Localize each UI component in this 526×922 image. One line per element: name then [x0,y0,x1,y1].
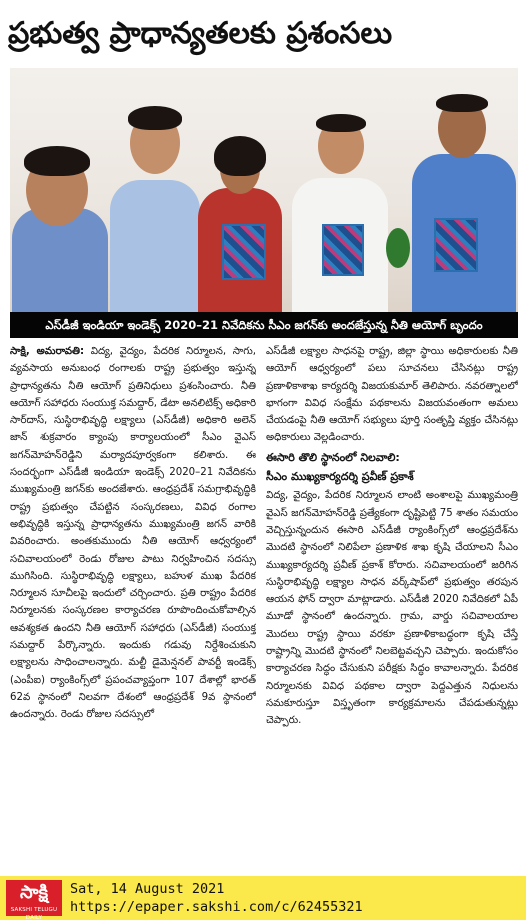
subheading-1: ఈసారి తొలి స్థానంలో నిలవాలి: [266,450,400,464]
photo-person [106,68,202,312]
epaper-link[interactable]: https://epaper.sakshi.com/c/62455321 [70,899,363,915]
photo-person [290,68,390,312]
edition-date: Sat, 14 August 2021 [70,881,225,897]
sakshi-logo [6,880,62,921]
photo-person [196,68,284,312]
photo-person [406,68,518,312]
article-body-right-2: విద్య, వైద్యం, పేదరిక నిర్మూలన లాంటి అంశాలపై ముఖ్యమంత్రి వైఎస్ జగన్‌మోహన్‌రెడ్డి ప్రత్యేకంగా దృష్టిపెట్టి 75 శాతం సమయం వెచ్చిస్తున్నందున ఈసారి ఎస్‌డీజీ ర్యాంకింగ్స్‌లో ఆంధ్రప్రదేశ్‌ను మొదటి స్థానంలో నిలిపేలా ప్రణాళిక శాఖ కృషి చేయాలని సీఎం ముఖ్యకార్యదర్శి ప్రవీణ్ ప్రకాశ్ కోరారు. సచివాలయంలో జరిగిన సుస్థిరాభివృద్ధి లక్ష్యాల సాధన వర్క్‌షాప్‌లో ప్రభుత్వం తరపున ఆయన ఫోన్ ద్వారా మాట్లాడారు. ఎస్‌డీజీ 2020 నివేదికలో ఏపీ మూడో స్థానంలో ఉందన్నారు. గ్రామ, వార్డు సచివాలయాల మొదలు రాష్ట్ర స్థాయి వరకూ ప్రణాళికాబద్ధంగా కృషి చేస్తే రాష్ట్రాన్ని మొదటి స్థానంలో నిలబెట్టవచ్చని చెప్పారు. ఇందుకోసం కార్యాచరణ సిద్ధం చేసుకుని పరీక్షకు సిద్ధం కావాలన్నారు. పేదరిక నిర్మూలనకు వివిధ పథకాల ద్వారా పెద్దఎత్తున నిధులను సమకూరుస్తూ విస్తృతంగా కార్యక్రమాలను చేపడుతున్నట్లు చెప్పారు. [266,490,518,727]
article-column-right [266,343,518,873]
logo-subtext: SAKSHI TELUGU DAILY [10,907,58,921]
article-paragraph [10,343,256,724]
dateline: సాక్షి, అమరావతి: [10,346,85,357]
photo-caption: ఎస్‌డీజీ ఇండియా ఇండెక్స్ 2020–21 నివేదికను సీఎం జగన్‌కు అందజేస్తున్న నీతి ఆయోగ్ బృందం [10,312,518,338]
article-column-left [10,343,256,873]
news-photo [10,68,518,312]
article-body-right-1: ఎస్‌డీజీ లక్ష్యాల సాధనపై రాష్ట్ర, జిల్లా స్థాయి అధికారులకు నీతి ఆయోగ్ ఆధ్వర్యంలో పలు సూచనలు చేసినట్లు రాష్ట్ర ప్రణాళికాశాఖ కార్యదర్శి విజయకుమార్ తెలిపారు. నవరత్నాలలో భాగంగా వివిధ సంక్షేమ పథకాలను విజయవంతంగా అమలు చేయడంపై నీతి ఆయోగ్ సభ్యులు పూర్తి సంతృప్తి వ్యక్తం చేసినట్లు అధికారులు వెల్లడించారు. [266,346,518,444]
photo-person [10,68,110,312]
footer-bar [0,876,526,920]
subheading-2: సీఎం ముఖ్యకార్యదర్శి ప్రవీణ్ ప్రకాశ్ [266,470,414,484]
headline: ప్రభుత్వ ప్రాధాన్యతలకు ప్రశంసలు [8,16,393,51]
article-body-left: విద్య, వైద్యం, పేదరిక నిర్మూలన, సాగు, వ్యవసాయ అనుబంధ రంగాలకు రాష్ట్ర ప్రభుత్వం ఇస్తున్న ప్రాధాన్యతను నీతి ఆయోగ్ ప్రతినిధులు ప్రశంసించారు. నీతి ఆయోగ్ సహాధరు సంయుక్త సమద్దార్, డేటా అనలిటిక్స్ అధికారి సార్‌దాస్, సుస్థిరాభివృద్ధి లక్ష్యాలు (ఎస్‌డీజీ) అధికారి అలెన్ జాన్ శుక్రవారం క్యాంపు కార్యాలయంలో సీఎం వైఎస్ జగన్‌మోహన్‌రెడ్డిని మర్యాదపూర్వకంగా కలిశారు. ఈ సందర్భంగా ఎస్‌డీజీ ఇండియా ఇండెక్స్ 2020–21 నివేదికను ముఖ్యమంత్రి జగన్‌కు అందజేశారు. ఆంధ్రప్రదేశ్ సమగ్రాభివృద్ధికి రాష్ట్ర ప్రభుత్వం చేపట్టిన సంస్కరణలు, వివిధ రంగాల అభివృద్ధికి ఇస్తున్న ప్రాధాన్యతను ముఖ్యమంత్రి జగన్ వారికి వివరించారు. అంతకుముందు నీతి ఆయోగ్ ఆధ్వర్యంలో సచివాలయంలో రెండు రోజుల పాటు నిర్వహించిన సదస్సు ముగిసింది. సుస్థిరాభివృద్ధి లక్ష్యాలు, బహుళ ముఖ పేదరిక నిర్మూలన సూచీలపై ఇందులో చర్చించారు. ప్రతి రాష్ట్రం పేదరిక నిర్మూలనకు సంస్కరణల కార్యాచరణ రూపొందించుకోవాల్సిన ఆవశ్యకత ఉందని నీతి ఆయోగ్ సహాధరు (ఎస్‌డీజీ) సంయుక్త సమద్దార్ పేర్కొన్నారు. ఇందుకు గడువు నిర్దేశించుకుని లక్ష్యాలను సాధించాలన్నారు. మల్టీ డైమెన్షనల్ పావర్టీ ఇండెక్స్ (ఎంపీఐ) ర్యాంకింగ్స్‌లో ప్రపంచవ్యాప్తంగా 107 దేశాల్లో భారత్ 62వ స్థానంలో నిలవగా దేశంలో ఆంధ్రప్రదేశ్ 9వ స్థానంలో ఉందన్నారు. రెండు రోజుల సదస్సులో [10,346,256,721]
logo-text: సాక్షి [20,882,48,903]
